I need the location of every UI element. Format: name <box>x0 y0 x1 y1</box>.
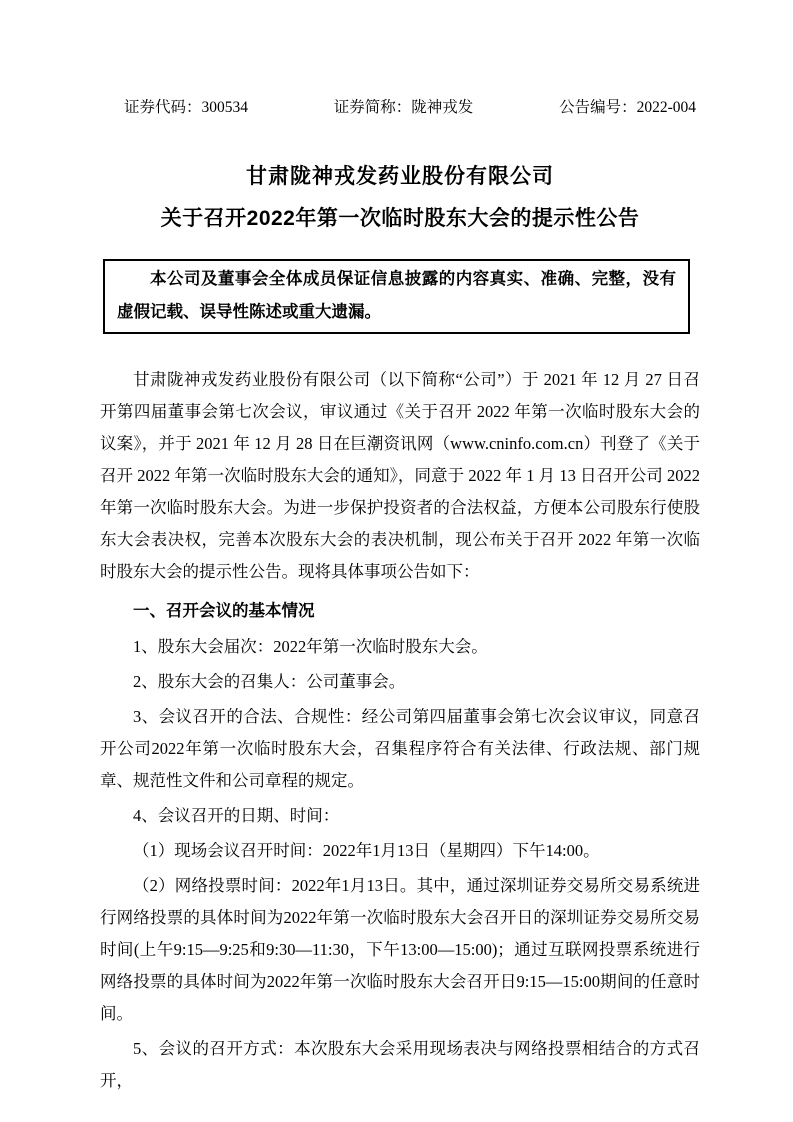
stock-name-label: 证券简称：陇神戎发 <box>333 99 474 116</box>
item-meeting-session: 1、股东大会届次：2022年第一次临时股东大会。 <box>133 637 488 656</box>
stock-code-label: 证券代码：300534 <box>124 99 249 116</box>
disclaimer-box <box>103 259 690 334</box>
announcement-title: 关于召开2022年第一次临时股东大会的提示性公告 <box>160 207 640 230</box>
securities-header-row <box>124 97 696 118</box>
section-heading-basic-info: 一、召开会议的基本情况 <box>133 602 315 620</box>
item-onsite-meeting-time: （1）现场会议召开时间：2022年1月13日（星期四）下午14:00。 <box>133 841 600 860</box>
item-date-time-heading: 4、会议召开的日期、时间： <box>133 806 340 825</box>
item-online-voting-time: （2）网络投票时间：2022年1月13日。其中，通过深圳证券交易所交易系统进行网络投票的具体时间为2022年第一次临时股东大会召开日的深圳证券交易所交易时间(上午9:15—9:25和9:30—11:30，下午13:00—15:00)；通过互联网投票系统进行网络投票的具体时间为2022年第一次临时股东大会召开日9:15—15:00期间的任意时间。 <box>100 876 700 1023</box>
item-meeting-method: 5、会议的召开方式：本次股东大会采用现场表决与网络投票相结合的方式召开， <box>100 1039 700 1090</box>
announcement-number-label: 公告编号：2022-004 <box>559 99 696 116</box>
item-convener: 2、股东大会的召集人：公司董事会。 <box>133 672 406 691</box>
item-legality: 3、会议召开的合法、合规性：经公司第四届董事会第七次会议审议，同意召开公司2022年第一次临时股东大会，召集程序符合有关法律、行政法规、部门规章、规范性文件和公司章程的规定。 <box>100 707 700 790</box>
company-name-title: 甘肃陇神戎发药业股份有限公司 <box>246 165 554 188</box>
disclaimer-text: 本公司及董事会全体成员保证信息披露的内容真实、准确、完整，没有虚假记载、误导性陈述或重大遗漏。 <box>117 270 676 321</box>
intro-paragraph: 甘肃陇神戎发药业股份有限公司（以下简称“公司”）于 2021 年 12 月 27 日召开第四届董事会第七次会议，审议通过《关于召开 2022 年第一次临时股东大会的议案》，并于 2021 年 12 月 28 日在巨潮资讯网（www.cninfo.com.cn）刊登了《关于召开 2022 年第一次临时股东大会的通知》，同意于 2022 年 1 月 13 日召开公司 2022 年第一次临时股东大会。为进一步保护投资者的合法权益，方便本公司股东行使股东大会表决权，完善本次股东大会的表决机制，现公布关于召开 2022 年第一次临时股东大会的提示性公告。现将具体事项公告如下： <box>100 370 700 581</box>
